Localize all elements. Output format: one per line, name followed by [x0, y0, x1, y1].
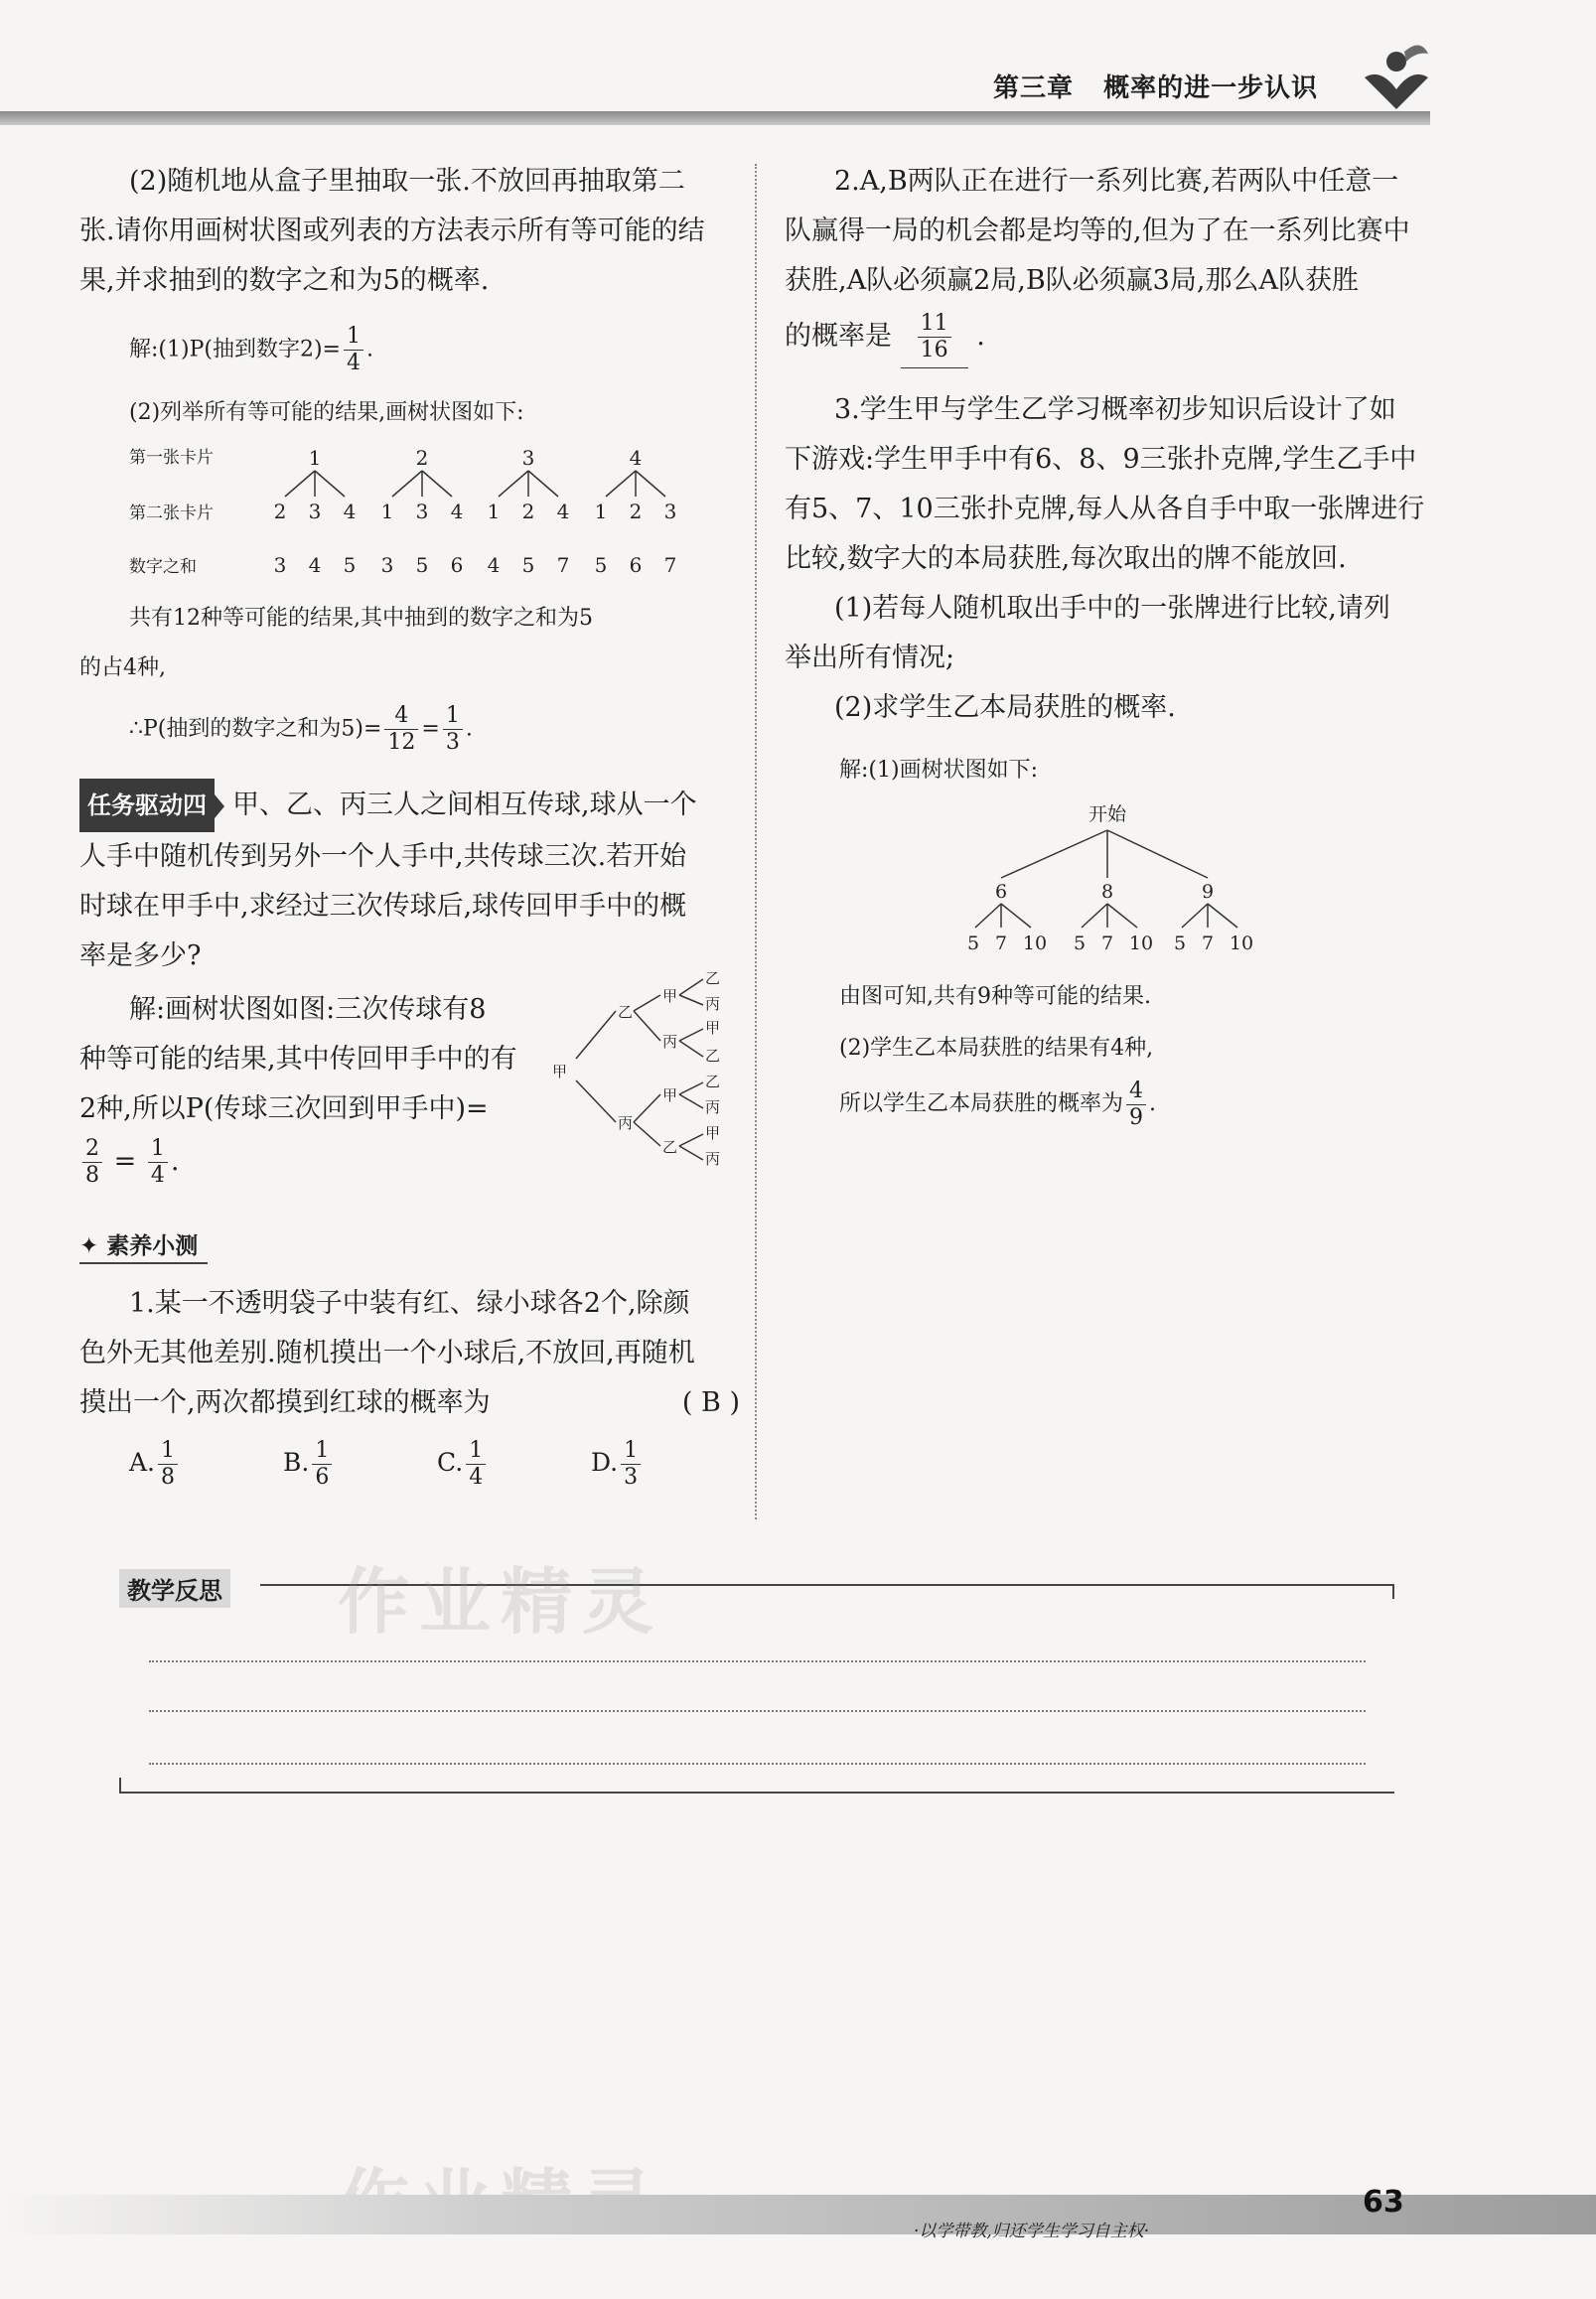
tree-leaf: 7	[994, 933, 1008, 954]
second-card: 2	[273, 500, 287, 523]
first-card: 2	[415, 446, 429, 470]
tree-leaf: 10	[1229, 933, 1254, 954]
result-line: (2)学生乙本局获胜的结果有4种,	[839, 1036, 1154, 1061]
count-line: 的占4种,	[79, 655, 166, 680]
result-block: 由图可知,共有9种等可能的结果. (2)学生乙本局获胜的结果有4种, 所以学生乙本局获胜的概率为 $\frac{4}{9}$ .	[839, 971, 1156, 1134]
result-line: 所以学生乙本局获胜的概率为	[839, 1091, 1124, 1116]
q1-line: 1.某一不透明袋子中装有红、绿小球各2个,除颜	[129, 1288, 690, 1319]
solution-1-text: 解:(1)P(抽到数字2)=	[129, 337, 341, 362]
card-tree-diagram	[268, 445, 705, 584]
q1-line: 摸出一个,两次都摸到红球的概率为	[79, 1387, 491, 1418]
p3-line: 3.学生甲与学生乙学习概率初步知识后设计了如	[834, 394, 1396, 425]
count-line: 共有12种等可能的结果,其中抽到的数字之和为5	[129, 606, 593, 631]
count-statement	[79, 594, 740, 693]
task-line: 时球在甲手中,求经过三次传球后,球传回甲手中的概	[79, 891, 687, 922]
task-line: 人手中随机传到另外一个人手中,共传球三次.若开始	[79, 841, 687, 872]
tree-leaf: 5	[1173, 933, 1187, 954]
second-card: 2	[521, 500, 535, 523]
solution-line: 解:(1)画树状图如下:	[839, 758, 1038, 783]
chapter-label: 第三章	[993, 73, 1075, 103]
second-card: 3	[308, 500, 322, 523]
p3-line: (2)求学生乙本局获胜的概率.	[834, 692, 1176, 723]
reflection-corner	[1392, 1584, 1394, 1599]
q1-answer: ( B )	[681, 1387, 740, 1418]
quiz-heading	[79, 1227, 208, 1264]
diamond-icon: ✦	[79, 1233, 99, 1259]
tree-leaf: 7	[1201, 933, 1215, 954]
fraction: $\frac{2}{8}$	[82, 1136, 102, 1189]
second-card: 1	[380, 500, 394, 523]
p3-line: 有5、7、10三张扑克牌,每人从各自手中取一张牌进行	[785, 494, 1425, 524]
tree-node: 甲	[705, 1124, 721, 1142]
q1-line: 色外无其他差别.随机摸出一个小球后,不放回,再随机	[79, 1338, 695, 1368]
result-line: 由图可知,共有9种等可能的结果.	[839, 984, 1151, 1009]
task-sol-line: 种等可能的结果,其中传回甲手中的有	[79, 1044, 517, 1075]
sum-value: 7	[556, 553, 570, 577]
tree-node: 乙	[705, 969, 721, 987]
reflection-title: 教学反思	[119, 1569, 230, 1608]
tree-leaf: 10	[1022, 933, 1048, 954]
sum-value: 7	[663, 553, 677, 577]
task-line: 甲、乙、丙三人之间相互传球,球从一个	[232, 790, 697, 820]
tree-node: 乙	[705, 1073, 721, 1090]
tree-leaf: 7	[1100, 933, 1114, 954]
tree-leaf: 10	[1128, 933, 1154, 954]
quiz-title: 素养小测	[106, 1233, 199, 1259]
fraction: $\frac{1}{3}$	[443, 703, 463, 756]
first-card: 3	[521, 446, 535, 470]
second-card: 4	[450, 500, 464, 523]
p3-line: 下游戏:学生甲手中有6、8、9三张扑克牌,学生乙手中	[785, 444, 1417, 475]
header-title	[993, 68, 1318, 104]
p3-line: 比较,数字大的本局获胜,每次取出的牌不能放回.	[785, 543, 1347, 574]
task-line: 率是多少?	[79, 940, 202, 971]
footer-slogan: ·以学带教,归还学生学习自主权·	[914, 2222, 1150, 2241]
column-divider	[755, 164, 757, 1519]
p3-line: (1)若每人随机取出手中的一张牌进行比较,请列	[834, 593, 1390, 624]
second-card: 3	[415, 500, 429, 523]
watermark: 作业精灵	[338, 1560, 664, 1644]
option-a: A. $\frac{1}{8}$	[129, 1438, 283, 1491]
sum-value: 3	[273, 553, 287, 577]
card-game-tree	[953, 794, 1271, 963]
solution-2-intro: (2)列举所有等可能的结果,画树状图如下:	[129, 400, 524, 425]
sum-value: 5	[521, 553, 535, 577]
tree-node: 甲	[552, 1063, 568, 1080]
quiz-question-1	[79, 1279, 740, 1428]
tree-node: 乙	[662, 1138, 678, 1156]
fraction: $\frac{4}{12}$	[384, 703, 418, 756]
tree-node: 甲	[662, 987, 678, 1005]
tree-node: 乙	[705, 1047, 721, 1065]
tree-node: 甲	[705, 1019, 721, 1037]
therefore-line: ∴P(抽到的数字之和为5)= $\frac{4}{12}$ = $\frac{1}{3}$ .	[129, 703, 473, 755]
right-question-3	[785, 385, 1440, 733]
task-sol-line: 解:画树状图如图:三次传球有8	[129, 994, 487, 1025]
second-card: 1	[487, 500, 501, 523]
tree-root: 开始	[1088, 803, 1127, 825]
writing-line	[149, 1710, 1366, 1712]
p3-line: 举出所有情况;	[785, 643, 955, 673]
option-d: D. $\frac{1}{3}$	[591, 1438, 680, 1491]
tree-node: 丙	[662, 1033, 678, 1051]
task-four	[79, 779, 740, 981]
tree-node: 乙	[618, 1003, 634, 1021]
therefore-text: ∴P(抽到的数字之和为5)=	[129, 716, 382, 742]
answer-blank: $\frac{11}{16}$	[901, 306, 968, 368]
tree-leaf: 5	[966, 933, 980, 954]
tree-row-label: 数字之和	[129, 557, 197, 577]
footer-band	[0, 2195, 1596, 2234]
p2-line: 2.A,B两队正在进行一系列比赛,若两队中任意一	[834, 166, 1399, 197]
sum-value: 5	[415, 553, 429, 577]
page-number: 63	[1363, 2185, 1404, 2220]
tree-node: 8	[1100, 881, 1114, 903]
task-solution: 解:画树状图如图:三次传球有8 种等可能的结果,其中传回甲手中的有 2种,所以P(传球三次回到甲手中)= $\frac{2}{8}$ = $\frac{1}{4}$ .	[79, 985, 546, 1190]
option-c: C. $\frac{1}{4}$	[437, 1438, 591, 1491]
header-band	[0, 111, 1430, 125]
second-card: 4	[556, 500, 570, 523]
tree-row-label: 第二张卡片	[129, 503, 214, 523]
q2-line: 果,并求抽到的数字之和为5的概率.	[79, 265, 490, 296]
fraction: $\frac{1}{4}$	[344, 324, 363, 376]
writing-line	[149, 1660, 1366, 1662]
sum-value: 5	[594, 553, 608, 577]
second-card: 1	[594, 500, 608, 523]
sum-value: 6	[450, 553, 464, 577]
task-tag: 任务驱动四	[79, 779, 215, 832]
p2-line: 的概率是	[785, 321, 892, 352]
solution-1: 解:(1)P(抽到数字2)= $\frac{1}{4}$ .	[129, 324, 373, 375]
sum-value: 4	[487, 553, 501, 577]
reflection-bottom-rule	[119, 1792, 1394, 1794]
second-card: 3	[663, 500, 677, 523]
fraction: $\frac{1}{4}$	[148, 1136, 168, 1189]
q2-line: 张.请你用画树状图或列表的方法表示所有等可能的结	[79, 216, 705, 246]
tree-leaf: 5	[1073, 933, 1087, 954]
sum-value: 3	[380, 553, 394, 577]
first-card: 1	[308, 446, 322, 470]
tree-node: 9	[1201, 881, 1215, 903]
writing-line	[149, 1763, 1366, 1765]
fraction: $\frac{4}{9}$	[1126, 1078, 1146, 1131]
second-card: 4	[343, 500, 357, 523]
tree-node: 丙	[705, 1150, 721, 1168]
p2-line: 队赢得一局的机会都是均等的,但为了在一系列比赛中	[785, 216, 1410, 246]
tree-node: 6	[994, 881, 1008, 903]
left-question-2	[79, 157, 735, 306]
quiz-options	[129, 1438, 685, 1491]
q2-line: (2)随机地从盒子里抽取一张.不放回再抽取第二	[129, 166, 685, 197]
tree-node: 甲	[662, 1086, 678, 1104]
task-sol-line: 2种,所以P(传球三次回到甲手中)=	[79, 1093, 489, 1124]
second-card: 2	[629, 500, 643, 523]
sum-value: 5	[343, 553, 357, 577]
option-b: B. $\frac{1}{6}$	[283, 1438, 437, 1491]
p2-line: 获胜,A队必须赢2局,B队必须赢3局,那么A队获胜	[785, 265, 1359, 296]
sum-value: 6	[629, 553, 643, 577]
first-card: 4	[629, 446, 643, 470]
chapter-title: 概率的进一步认识	[1103, 73, 1319, 103]
sum-value: 4	[308, 553, 322, 577]
tree-node: 丙	[618, 1114, 634, 1132]
tree-node: 丙	[705, 995, 721, 1013]
reflection-corner	[119, 1778, 121, 1792]
tag-arrow-icon	[215, 794, 224, 818]
ball-passing-tree	[546, 961, 735, 1180]
tree-row-label: 第一张卡片	[129, 448, 214, 468]
reader-logo-icon	[1361, 38, 1432, 117]
tree-node: 丙	[705, 1098, 721, 1116]
right-question-2: 2.A,B两队正在进行一系列比赛,若两队中任意一 队赢得一局的机会都是均等的,但为了在一系列比赛中 获胜,A队必须赢2局,B队必须赢3局,那么A队获胜 的概率是 $\frac{11}{16}$ .	[785, 157, 1440, 368]
